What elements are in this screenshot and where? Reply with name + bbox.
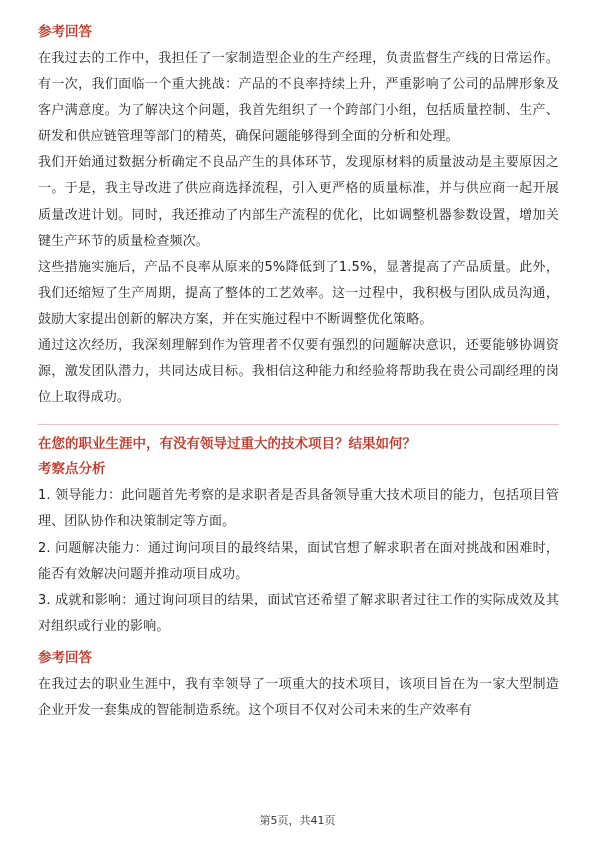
interview-question: 在您的职业生涯中，有没有领导过重大的技术项目？结果如何？	[38, 436, 416, 453]
answer-paragraph: 通过这次经历，我深刻理解到作为管理者不仅要有强烈的问题解决意识，还要能够协调资源，激发团队潜力，共同达成目标。我相信这种能力和经验将帮助我在贵公司副经理的岗位上取得成功。	[38, 338, 559, 406]
answer-paragraph: 这些措施实施后，产品不良率从原来的5%降低到了1.5%，显著提高了产品质量。此外，我们还缩短了生产周期，提高了整体的工艺效率。这一过程中，我积极与团队成员沟通，鼓励大家提出创新的解决方案，并在实施过程中不断调整优化策略。	[38, 259, 559, 327]
analysis-item: 3. 成就和影响：通过询问项目的结果，面试官还希望了解求职者过往工作的实际成效及其对组织或行业的影响。	[38, 592, 559, 634]
answer-paragraph: 在我过去的工作中，我担任了一家制造型企业的生产经理，负责监督生产线的日常运作。有一次，我们面临一个重大挑战：产品的不良率持续上升，严重影响了公司的品牌形象及客户满意度。为了解决这个问题，我首先组织了一个跨部门小组，包括质量控制、生产、研发和供应链管理等部门的精英，确保问题能够得到全面的分析和处理。	[38, 51, 559, 145]
document-page	[38, 22, 559, 724]
analysis-heading: 考察点分析	[38, 461, 106, 478]
section-divider	[38, 424, 559, 425]
answer-paragraph: 我们开始通过数据分析确定不良品产生的具体环节，发现原材料的质量波动是主要原因之一。于是，我主导改进了供应商选择流程，引入更严格的质量标准，并与供应商一起开展质量改进计划。同时，我还推动了内部生产流程的优化，比如调整机器参数设置，增加关键生产环节的质量检查频次。	[38, 155, 559, 249]
page-footer: 第5页，共41页	[259, 814, 336, 827]
analysis-item: 1. 领导能力：此问题首先考察的是求职者是否具备领导重大技术项目的能力，包括项目管理、团队协作和决策制定等方面。	[38, 488, 559, 530]
answer-paragraph: 在我过去的职业生涯中，我有幸领导了一项重大的技术项目，该项目旨在为一家大型制造企业开发一套集成的智能制造系统。这个项目不仅对公司未来的生产效率有	[38, 676, 559, 718]
analysis-item: 2. 问题解决能力：通过询问项目的最终结果，面试官想了解求职者在面对挑战和困难时，能否有效解决问题并推动项目成功。	[38, 540, 559, 582]
reference-answer-heading: 参考回答	[38, 24, 92, 40]
reference-answer-heading: 参考回答	[38, 649, 92, 666]
